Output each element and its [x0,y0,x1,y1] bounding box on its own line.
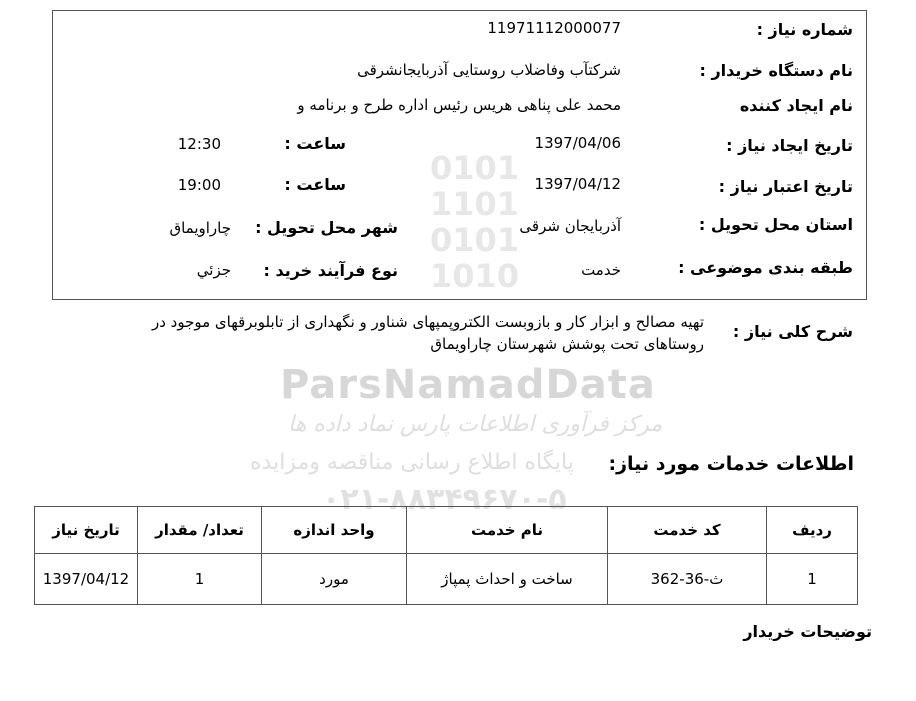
city-label: شهر محل تحویل : [255,218,398,237]
created-time-label: ساعت : [284,134,346,153]
buyer-org: شرکتآب وفاضلاب روستایی آذربایجانشرقی [357,61,621,79]
column-header-unit: واحد اندازه [262,507,407,554]
description-line-1: تهیه مصالح و ابزار کار و بازوبست الکتروپمپهای شناور و نگهداری از تابلوبرقهای موجود در [151,313,704,331]
validity-time: 19:00 [177,176,221,194]
services-table-header [35,507,858,554]
cell-unit: مورد [262,554,407,605]
province-label: استان محل تحویل : [698,215,853,234]
table-row [35,554,858,605]
watermark-text-1: مرکز فرآوری اطلاعات پارس نماد داده ها [288,412,663,437]
category-label: طبقه بندی موضوعی : [678,258,853,277]
buyer-org-label: نام دستگاه خریدار : [699,61,853,80]
need-info-box [52,10,867,300]
watermark-logo: ParsNamadData [280,362,656,408]
watermark-text-2: پایگاه اطلاع رسانی مناقصه ومزایده [250,450,574,475]
cell-qty: 1 [138,554,262,605]
cell-name: ساخت و احداث پمپاژ [407,554,608,605]
column-header-code: کد خدمت [608,507,767,554]
watermark-binary: 0101 1101 0101 1010 [430,149,520,295]
validity-time-label: ساعت : [284,175,346,194]
buyer-notes-label: توضیحات خریدار [743,622,872,641]
cell-code: ث-36-362 [608,554,767,605]
creator: محمد علی پناهی هریس رئیس اداره طرح و برنامه و [297,96,621,114]
created-date: 1397/04/06 [534,134,621,152]
created-date-label: تاریخ ایجاد نیاز : [726,136,853,155]
need-number: 11971112000077 [487,19,621,37]
column-header-row: ردیف [767,507,858,554]
column-header-name: نام خدمت [407,507,608,554]
process: جزئي [196,261,231,279]
description-line-2: روستاهای تحت پوشش شهرستان چاراویماق [430,335,704,353]
category: خدمت [581,261,621,279]
services-table [34,506,858,605]
process-label: نوع فرآیند خرید : [263,261,398,280]
cell-row: 1 [767,554,858,605]
watermark-phone: ۰۲۱-۸۸۳۴۹۶۷۰-۵ [322,482,567,517]
validity-date-label: تاریخ اعتبار نیاز : [718,177,853,196]
column-header-date: تاریخ نیاز [35,507,138,554]
description-label: شرح کلی نیاز : [732,322,853,341]
city: چاراویماق [169,219,231,237]
services-title: اطلاعات خدمات مورد نیاز: [608,453,854,475]
need-number-label: شماره نیاز : [756,20,853,39]
creator-label: نام ایجاد کننده [739,96,853,115]
province: آذربایجان شرقی [519,217,621,235]
column-header-qty: تعداد/ مقدار [138,507,262,554]
validity-date: 1397/04/12 [534,175,621,193]
created-time: 12:30 [177,135,221,153]
cell-date: 1397/04/12 [35,554,138,605]
